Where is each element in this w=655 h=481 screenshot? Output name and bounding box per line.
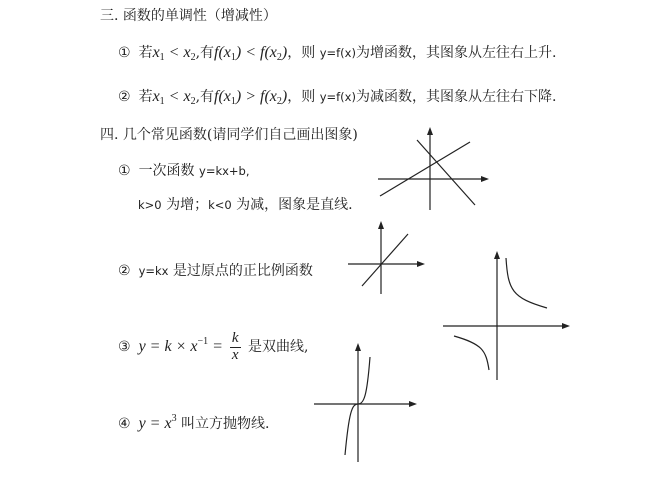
linear-function-description: k>0 为增；k<0 为减，图象是直线. [138, 197, 353, 213]
item-number: ② [118, 263, 131, 279]
item-number: ④ [118, 416, 131, 432]
fraction-k-over-x: $\frac{k}{x}$ [231, 330, 239, 363]
proportional-function-item: ② y=kx 是过原点的正比例函数 [118, 263, 313, 279]
item-number: ① [118, 163, 131, 179]
item-number: ① [118, 45, 131, 61]
section-3-title: 三. 函数的单调性（增减性） [100, 8, 277, 24]
hyperbola-item: ③ $y = k \times x^{-1}$ = $\frac{k}{x}$ 是双曲线, [118, 330, 309, 363]
item-number: ② [118, 89, 131, 105]
section-4-title: 四. 几个常见函数(请同学们自己画出图象) [100, 127, 358, 143]
linear-function-item: ① 一次函数 y=kx+b, [118, 163, 250, 179]
monotonic-decreasing-rule: ② 若$x_1 < x_2$,有$f(x_1) > f(x_2)$，则 y=f(x)为减函数，其图象从左往右下降. [118, 88, 557, 107]
item-number: ③ [118, 339, 131, 355]
monotonic-increasing-rule: ① 若$x_1 < x_2$,有$f(x_1) < f(x_2)$，则 y=f(x)为增函数，其图象从左往右上升. [118, 44, 557, 63]
cubic-parabola-item: ④ $y = x^3$ 叫立方抛物线. [118, 413, 270, 432]
